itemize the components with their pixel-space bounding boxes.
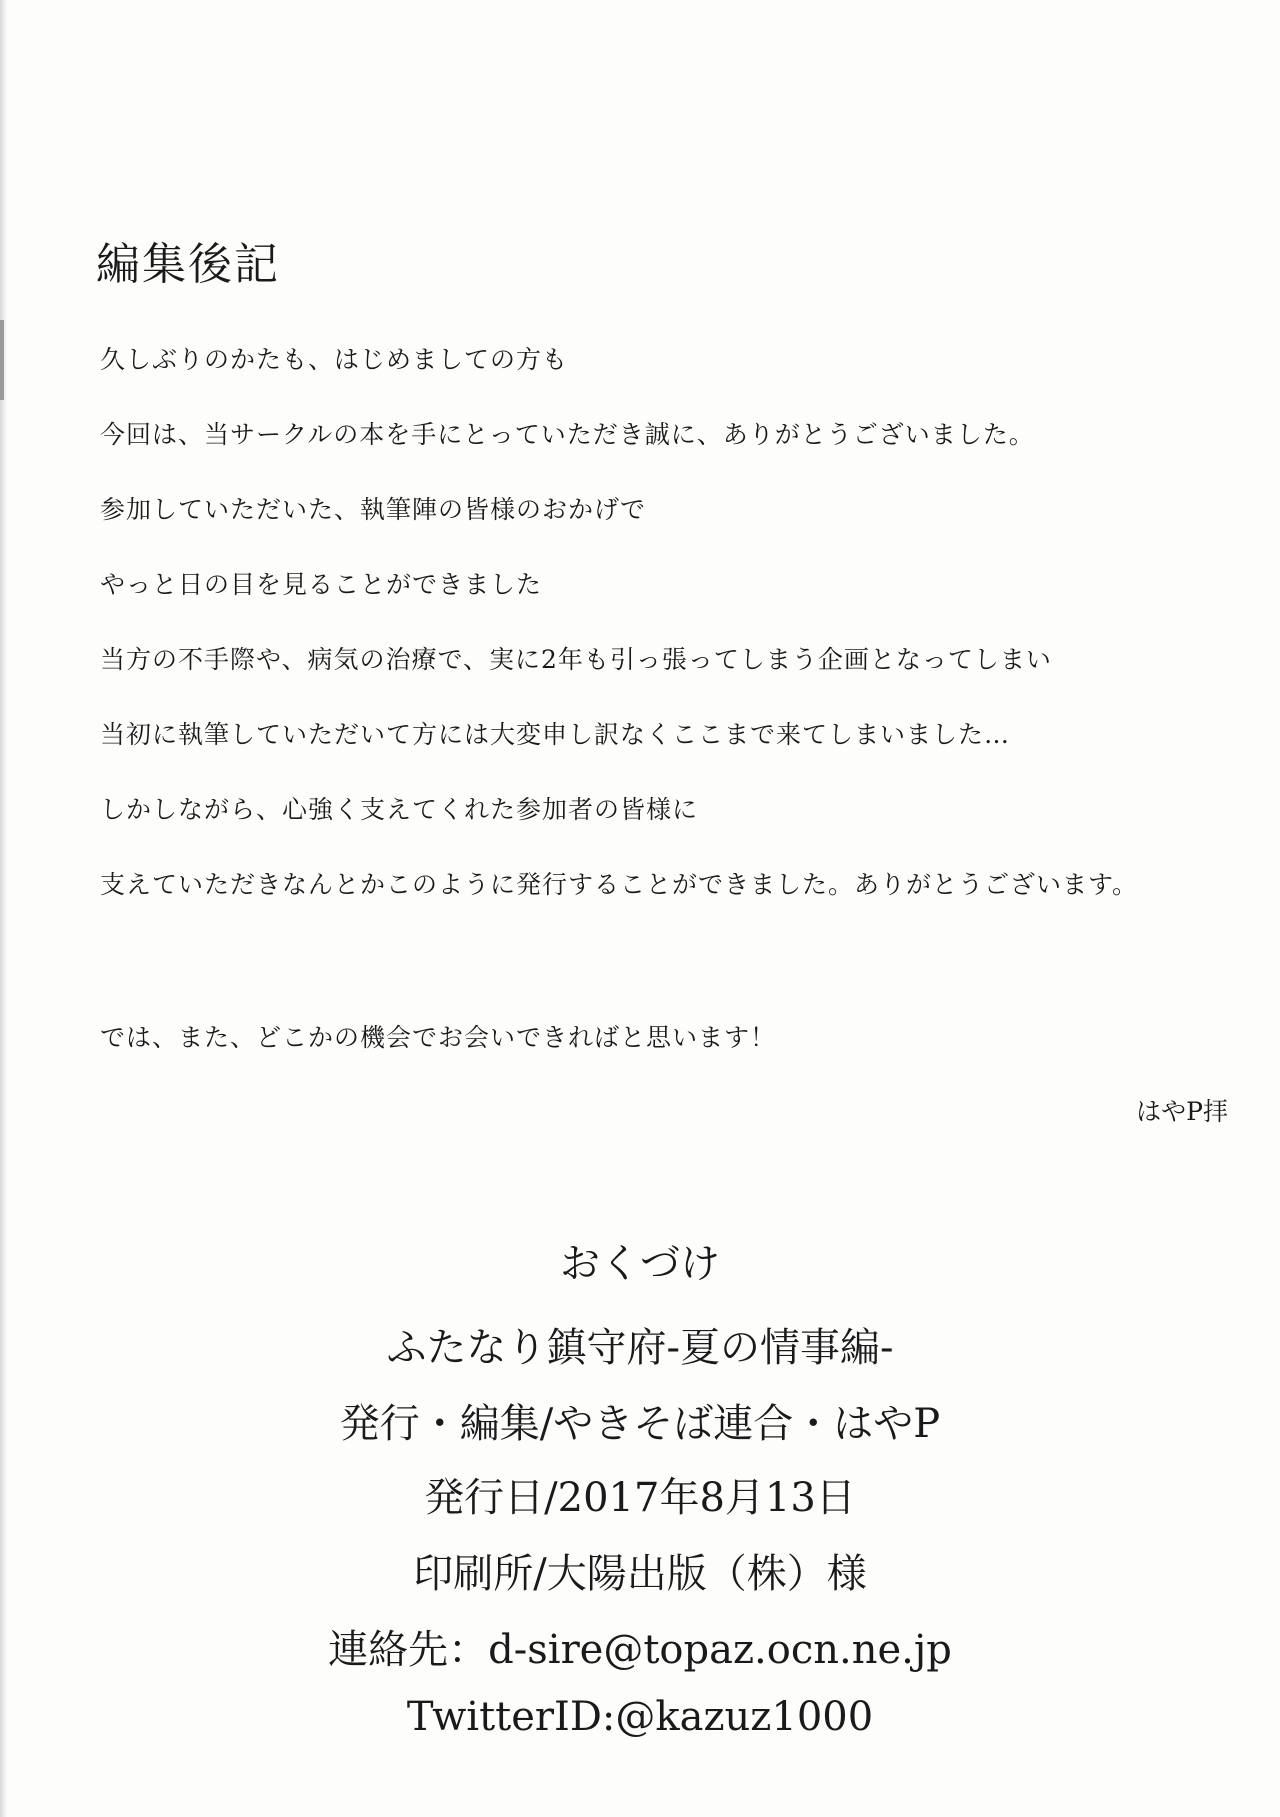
afterword-closing: では、また、どこかの機会でお会いできればと思います！: [100, 1023, 777, 1052]
colophon-twitter: TwitterID:@kazuz1000: [406, 1694, 874, 1740]
afterword-line-8: 支えていただきなんとかこのように発行することができました。ありがとうございます。: [100, 870, 1139, 899]
afterword-line-3: 参加していただいた、執筆陣の皆様のおかげで: [100, 495, 647, 524]
afterword-line-5: 当方の不手際や、病気の治療で、実に2年も引っ張ってしまう企画となってしまい: [100, 645, 1052, 674]
afterword-line-6: 当初に執筆していただいて方には大変申し訳なくここまで来てしまいました…: [100, 720, 1011, 749]
afterword-signature: はやP拝: [1136, 1097, 1228, 1126]
page-edge-mark: [0, 320, 4, 400]
afterword-line-1: 久しぶりのかたも、はじめましての方も: [100, 345, 569, 374]
colophon-title: ふたなり鎮守府-夏の情事編-: [386, 1325, 894, 1371]
colophon-printer: 印刷所/大陽出版（株）様: [413, 1551, 867, 1597]
colophon-heading: おくづけ: [560, 1241, 720, 1287]
colophon-date: 発行日/2017年8月13日: [424, 1475, 856, 1521]
colophon-publisher: 発行・編集/やきそば連合・はやP: [339, 1401, 941, 1447]
colophon-contact: 連絡先：d-sire@topaz.ocn.ne.jp: [328, 1627, 952, 1673]
afterword-line-2: 今回は、当サークルの本を手にとっていただき誠に、ありがとうございました。: [100, 420, 1035, 449]
afterword-line-4: やっと日の目を見ることができました: [100, 570, 543, 599]
afterword-title: 編集後記: [96, 239, 280, 290]
afterword-line-7: しかしながら、心強く支えてくれた参加者の皆様に: [100, 795, 699, 824]
